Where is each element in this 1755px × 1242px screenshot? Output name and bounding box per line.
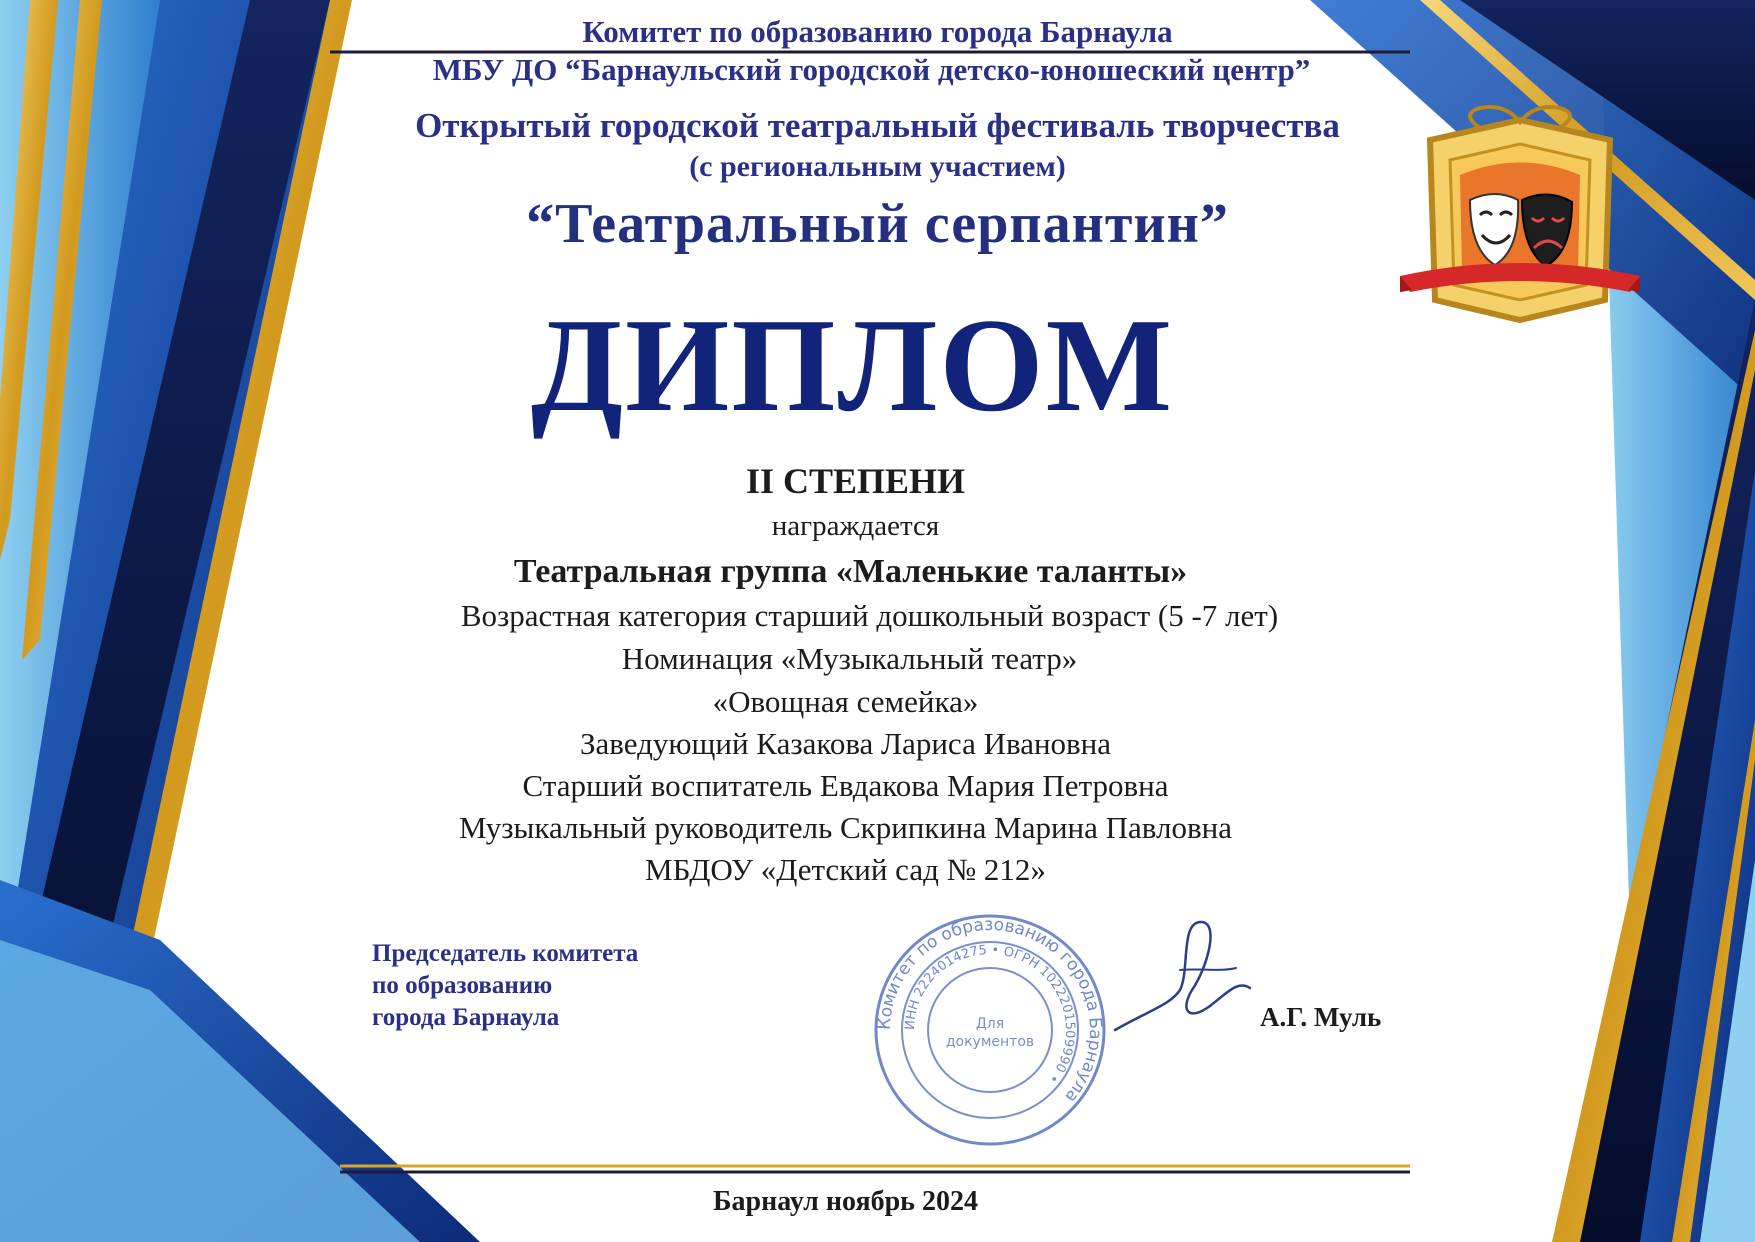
music-director-name: Музыкальный руководитель Скрипкина Марина Павловна — [458, 810, 1232, 845]
senior-teacher-name: Старший воспитатель Евдакова Мария Петровна — [522, 768, 1169, 803]
performance-title: «Овощная семейка» — [712, 684, 979, 719]
stamp-center-line-2: документов — [945, 1034, 1035, 1050]
chairman-title-line: Председатель комитета — [372, 940, 639, 967]
festival-name: “Театральный серпантин” — [526, 193, 1229, 255]
stamp-inner-text: ИНН 2224014275 • ОГРН 1022201509990 • — [902, 942, 1078, 1086]
stamp-center-line-1: Для — [975, 1016, 1005, 1032]
organizer-line-2: МБУ ДО “Барнаульский городской детско-юношеский центр” — [432, 52, 1311, 87]
awarded-label: награждается — [771, 510, 940, 542]
diploma-title: ДИПЛОМ — [530, 291, 1175, 439]
diploma-degree: II СТЕПЕНИ — [745, 461, 966, 501]
place-date: Барнаул ноябрь 2024 — [713, 1186, 978, 1217]
chairman-title — [372, 938, 638, 1034]
chairman-title-line: города Барнаула — [372, 1004, 560, 1031]
head-name: Заведующий Казакова Лариса Ивановна — [579, 726, 1112, 761]
stamp-outer-text: Комитет по образованию города Барнаула — [874, 914, 1106, 1107]
chairman-title-line: по образованию — [372, 972, 553, 999]
age-category: Возрастная категория старший дошкольный возраст (5 -7 лет) — [460, 598, 1279, 633]
festival-title: Открытый городской театральный фестиваль творчества — [415, 106, 1340, 145]
recipient-name: Театральная группа «Маленькие таланты» — [513, 553, 1188, 590]
festival-subtitle: (с региональным участием) — [689, 150, 1066, 183]
nomination: Номинация «Музыкальный театр» — [621, 641, 1078, 676]
official-stamp — [870, 910, 1110, 1150]
handwritten-signature — [1110, 910, 1260, 1060]
signer-name: А.Г. Муль — [1260, 1002, 1382, 1032]
organizer-line-1: Комитет по образованию города Барнаула — [582, 14, 1173, 49]
institution-name: МБДОУ «Детский сад № 212» — [645, 852, 1046, 887]
